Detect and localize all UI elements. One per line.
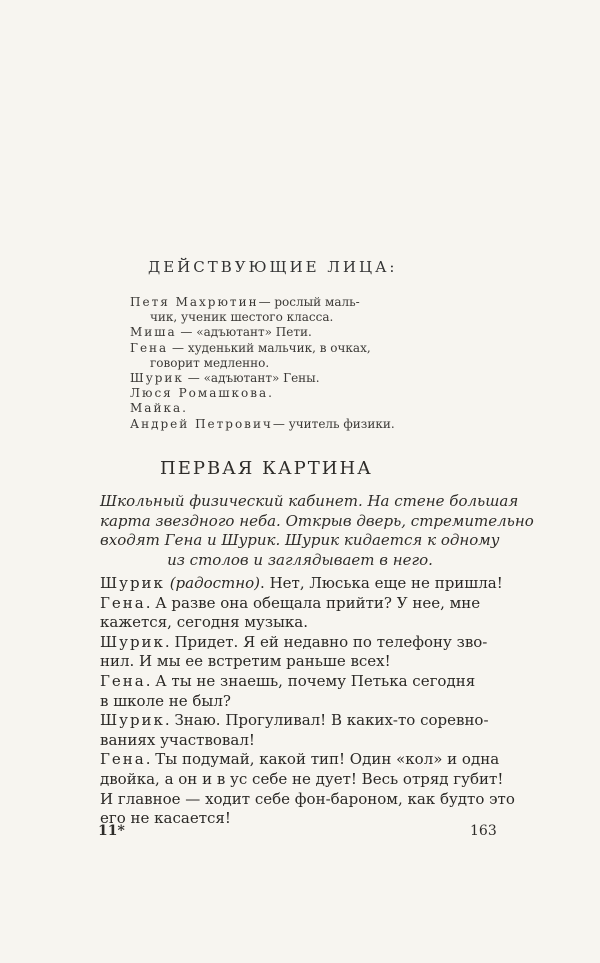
cast-description: — рослый маль- xyxy=(258,295,360,309)
cast-name: Гена xyxy=(130,340,169,355)
speaker-name: Шурик xyxy=(100,711,165,730)
cast-name: Миша xyxy=(130,325,177,340)
dialogue-line xyxy=(100,574,503,594)
dialogue-line xyxy=(100,711,500,731)
cast-entry xyxy=(130,386,450,401)
printer-signature-mark: 11* xyxy=(98,823,125,839)
dialogue-line xyxy=(100,750,500,770)
cast-entry xyxy=(130,371,450,386)
scene-title: ПЕРВАЯ КАРТИНА xyxy=(160,458,373,479)
cast-description-continued: говорит медленно. xyxy=(150,355,270,370)
dialogue-line xyxy=(100,633,500,653)
speaker-name: Шурик xyxy=(100,574,165,592)
cast-name: Андрей Петрович xyxy=(130,416,273,431)
dialogue-line: нил. И мы ее встретим раньше всех! xyxy=(100,652,391,671)
dialogue-line: кажется, сегодня музыка. xyxy=(100,613,309,632)
cast-heading: ДЕЙСТВУЮЩИЕ ЛИЦА: xyxy=(148,258,398,276)
stage-direction-line: Школьный физический кабинет. На стене большая xyxy=(100,492,519,510)
stage-direction xyxy=(100,492,534,570)
dialogue-text: . А ты не знаешь, почему Петька сегодня xyxy=(145,671,476,690)
dialogue-line: ваниях участвовал! xyxy=(100,730,255,749)
cast-entry xyxy=(130,341,450,371)
cast-name: Майка. xyxy=(130,401,188,416)
dialogue xyxy=(100,574,515,829)
cast-name: Петя Махрютин xyxy=(130,295,259,309)
dialogue-line: его не касается! xyxy=(100,809,231,828)
cast-entry xyxy=(130,295,450,325)
stage-direction-line: карта звездного неба. Открыв дверь, стремительно xyxy=(100,511,534,530)
speaker-name: Гена xyxy=(100,593,146,612)
cast-entry xyxy=(130,401,450,416)
cast-entry xyxy=(130,325,450,340)
dialogue-line: в школе не был? xyxy=(100,691,231,710)
cast-description-continued: чик, ученик шестого класса. xyxy=(150,310,334,325)
dialogue-text: . Ты подумай, какой тип! Один «кол» и одна xyxy=(145,750,500,769)
cast-description: — худенький мальчик, в очках, xyxy=(168,340,371,355)
dialogue-text: . Нет, Люська еще не пришла! xyxy=(260,574,503,592)
speaker-name: Гена xyxy=(100,671,146,690)
cast-description: — «адъютант» Гены. xyxy=(183,371,320,386)
cast-name: Шурик xyxy=(130,371,184,386)
dialogue-line xyxy=(100,672,500,692)
dialogue-line: И главное — ходит себе фон-бароном, как будто это xyxy=(100,789,515,808)
dialogue-text: . А разве она обещала прийти? У нее, мне xyxy=(145,593,481,612)
page-number: 163 xyxy=(470,823,497,839)
dialogue-line: двойка, а он и в ус себе не дует! Весь отряд губит! xyxy=(100,769,504,788)
cast-description: — учитель физики. xyxy=(272,416,395,431)
speaker-name: Гена xyxy=(100,750,146,769)
cast-entry xyxy=(130,417,450,432)
cast-list xyxy=(130,295,450,432)
dialogue-line xyxy=(100,594,500,614)
dialogue-text: . Придет. Я ей недавно по телефону зво- xyxy=(164,632,488,651)
cast-name: Люся Ромашкова. xyxy=(130,386,274,401)
inline-stage-direction: (радостно) xyxy=(169,574,261,592)
cast-description: — «адъютант» Пети. xyxy=(176,325,312,340)
stage-direction-line: из столов и заглядывает в него. xyxy=(167,550,433,569)
dialogue-text: . Знаю. Прогуливал! В каких-то соревно- xyxy=(164,711,489,730)
stage-direction-line: входят Гена и Шурик. Шурик кидается к одному xyxy=(100,531,500,549)
speaker-name: Шурик xyxy=(100,632,165,651)
